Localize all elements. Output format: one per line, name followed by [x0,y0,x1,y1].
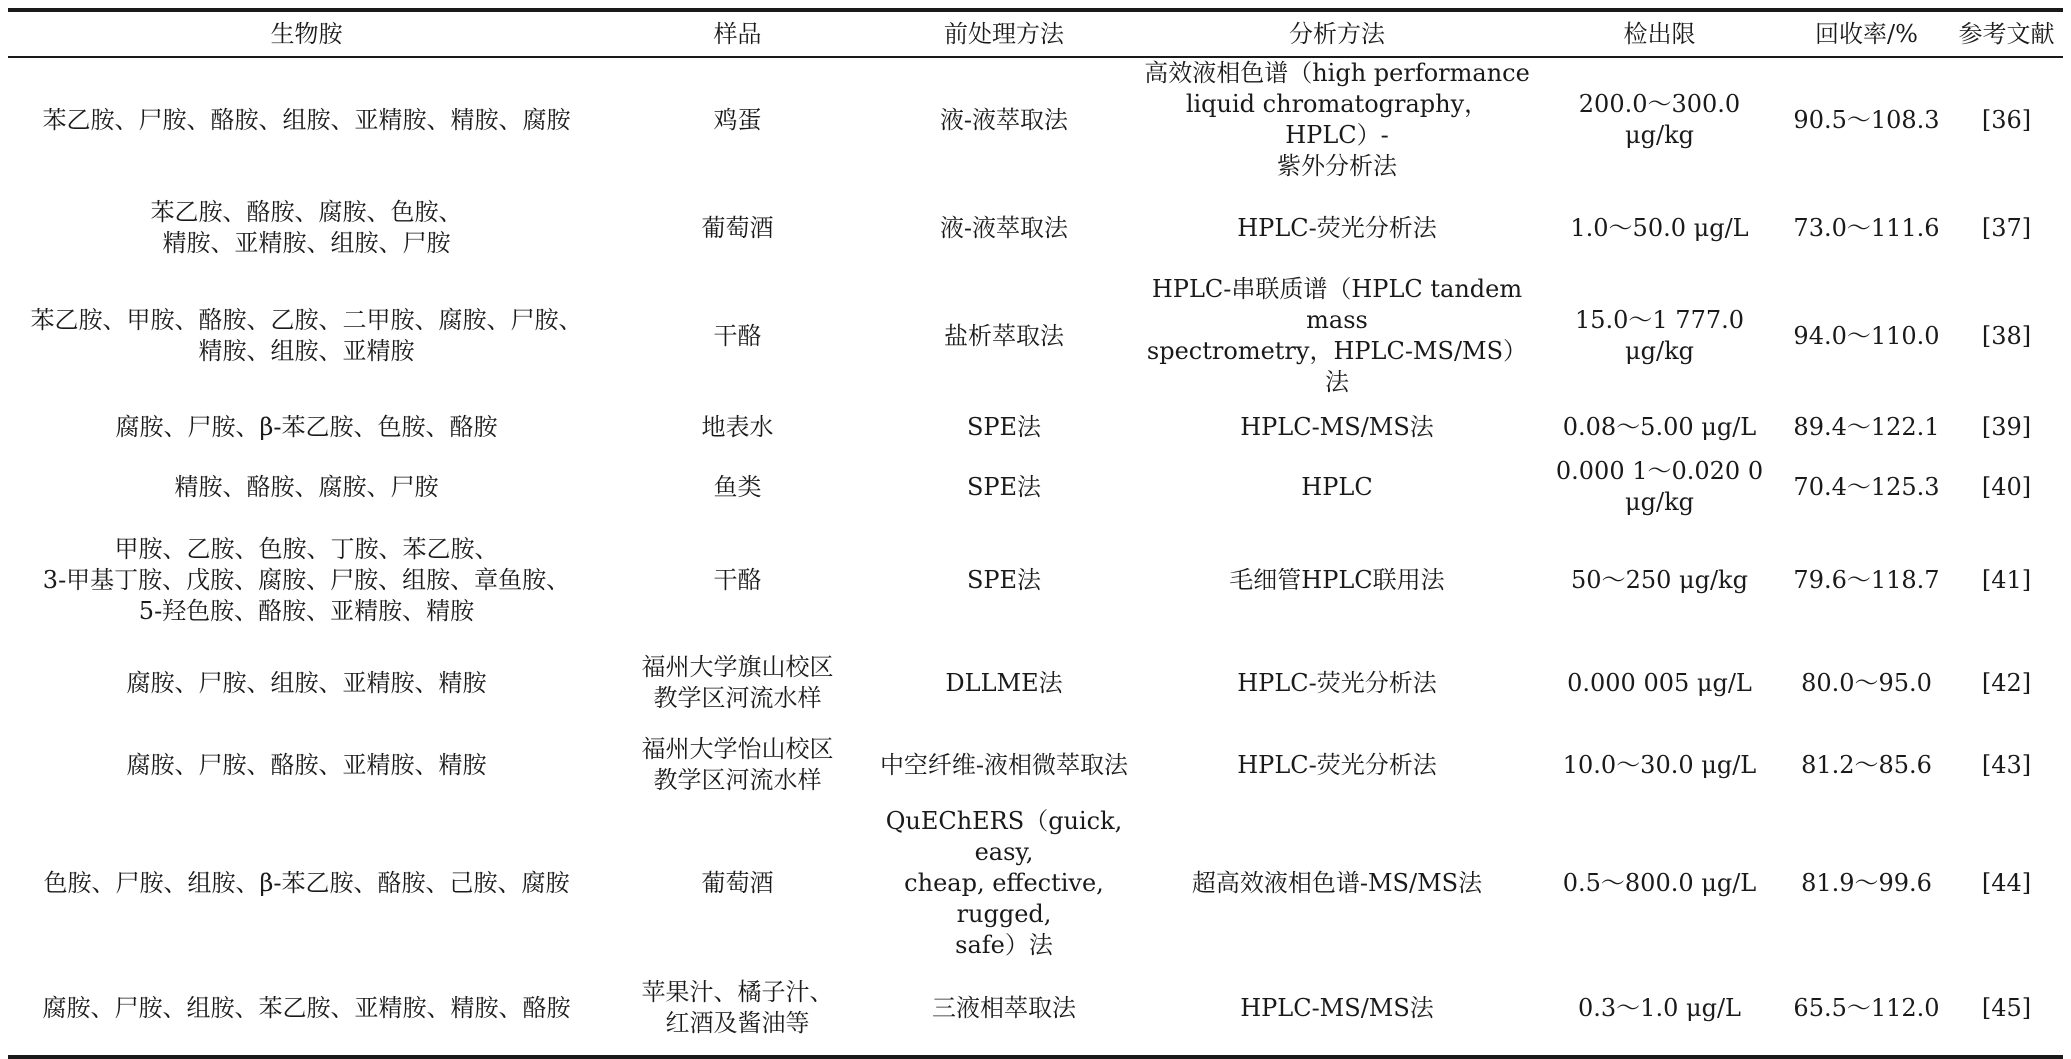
cell-pretreatment: 液-液萃取法 [939,213,1069,242]
cell-reference: [40] [1981,472,2032,501]
cell-analysis: HPLC-荧光分析法 [1237,213,1437,242]
cell-analysis: HPLC-MS/MS法 [1240,993,1434,1022]
table-row [8,57,2063,182]
cell-pretreatment: QuEChERS（guick, easy, cheap, effective, rugged, safe）法 [885,807,1123,959]
cell-pretreatment: SPE法 [966,412,1042,441]
cell-amines: 腐胺、尸胺、β-苯乙胺、色胺、酪胺 [115,412,498,441]
cell-amines: 腐胺、尸胺、组胺、苯乙胺、亚精胺、精胺、酪胺 [42,993,571,1022]
cell-reference: [39] [1981,412,2032,441]
cell-recovery: 81.9～99.6 [1801,869,1932,897]
cell-pretreatment: 盐析萃取法 [944,321,1064,350]
header-amines: 生物胺 [270,19,343,48]
cell-detection-limit: 1.0～50.0 μg/L [1570,213,1749,242]
cell-sample: 干酪 [713,321,762,350]
cell-analysis: 高效液相色谱（high performance liquid chromatography，HPLC）- 紫外分析法 [1144,59,1530,180]
cell-sample: 葡萄酒 [701,213,774,242]
header-pretreatment: 前处理方法 [944,19,1064,48]
cell-amines: 苯乙胺、甲胺、酪胺、乙胺、二甲胺、腐胺、尸胺、 精胺、组胺、亚精胺 [30,306,583,365]
cell-amines: 苯乙胺、尸胺、酪胺、组胺、亚精胺、精胺、腐胺 [42,105,571,134]
cell-detection-limit: 0.000 1～0.020 0 μg/kg [1555,457,1764,516]
cell-reference: [43] [1981,750,2032,779]
cell-detection-limit: 0.3～1.0 μg/L [1578,993,1741,1022]
table-row [8,456,2063,518]
cell-pretreatment: 三液相萃取法 [932,993,1076,1022]
cell-reference: [41] [1981,565,2032,594]
cell-reference: [42] [1981,668,2032,697]
header-reference: 参考文献 [1958,19,2055,48]
cell-pretreatment: 中空纤维-液相微萃取法 [879,750,1129,779]
table-row [8,806,2063,961]
cell-recovery: 94.0～110.0 [1793,321,1940,350]
cell-sample: 葡萄酒 [701,869,774,897]
cell-amines: 色胺、尸胺、组胺、β-苯乙胺、酪胺、己胺、腐胺 [43,869,570,897]
cell-amines: 腐胺、尸胺、酪胺、亚精胺、精胺 [126,750,487,779]
cell-analysis: HPLC-MS/MS法 [1240,412,1434,441]
cell-recovery: 70.4～125.3 [1793,472,1940,501]
table-row [8,398,2063,456]
cell-detection-limit: 200.0～300.0 μg/kg [1578,90,1741,149]
cell-sample: 地表水 [701,412,774,441]
header-analysis: 分析方法 [1289,19,1385,48]
header-recovery: 回收率/% [1815,19,1918,48]
cell-recovery: 90.5～108.3 [1793,105,1940,134]
cell-reference: [37] [1981,213,2032,242]
header-detection-limit: 检出限 [1623,19,1696,48]
table-row [8,274,2063,398]
cell-sample: 干酪 [713,565,762,594]
cell-analysis: 超高效液相色谱-MS/MS法 [1191,869,1483,897]
cell-amines: 苯乙胺、酪胺、腐胺、色胺、 精胺、亚精胺、组胺、尸胺 [150,198,463,257]
cell-detection-limit: 0.5～800.0 μg/L [1562,869,1757,897]
cell-detection-limit: 0.08～5.00 μg/L [1562,412,1757,441]
cell-reference: [38] [1981,321,2032,350]
cell-analysis: HPLC-荧光分析法 [1237,750,1437,779]
cell-detection-limit: 15.0～1 777.0 μg/kg [1574,306,1745,365]
cell-analysis: HPLC-串联质谱（HPLC tandem mass spectrometry，HPLC-MS/MS）法 [1146,275,1528,396]
cell-sample: 鸡蛋 [713,105,762,134]
cell-recovery: 79.6～118.7 [1793,565,1940,594]
cell-pretreatment: 液-液萃取法 [939,105,1069,134]
cell-recovery: 65.5～112.0 [1793,993,1940,1022]
table-row [8,642,2063,724]
cell-detection-limit: 50～250 μg/kg [1571,565,1748,594]
table-header [8,10,2063,57]
header-sample: 样品 [713,19,762,48]
table-row [8,518,2063,642]
cell-sample: 福州大学旗山校区 教学区河流水样 [641,653,834,712]
biogenic-amine-methods-table [8,8,2063,1059]
table-row [8,182,2063,274]
cell-sample: 福州大学怡山校区 教学区河流水样 [641,735,834,794]
cell-amines: 腐胺、尸胺、组胺、亚精胺、精胺 [126,668,487,697]
cell-sample: 苹果汁、橘子汁、 红酒及酱油等 [641,978,834,1037]
cell-reference: [36] [1981,105,2032,134]
table-body [8,57,2063,1057]
cell-detection-limit: 10.0～30.0 μg/L [1562,750,1757,779]
cell-analysis: 毛细管HPLC联用法 [1229,565,1445,594]
header-row [8,10,2063,57]
table-row [8,961,2063,1057]
cell-reference: [44] [1981,869,2032,897]
cell-pretreatment: DLLME法 [945,668,1063,697]
cell-amines: 精胺、酪胺、腐胺、尸胺 [174,472,439,501]
cell-pretreatment: SPE法 [966,472,1042,501]
cell-reference: [45] [1981,993,2032,1022]
cell-recovery: 81.2～85.6 [1801,750,1932,779]
cell-recovery: 89.4～122.1 [1793,412,1940,441]
cell-amines: 甲胺、乙胺、色胺、丁胺、苯乙胺、 3-甲基丁胺、戊胺、腐胺、尸胺、组胺、章鱼胺、 5-羟色胺、酪胺、亚精胺、精胺 [42,534,571,625]
cell-detection-limit: 0.000 005 μg/L [1567,668,1752,697]
cell-recovery: 73.0～111.6 [1793,213,1940,242]
cell-analysis: HPLC [1301,472,1373,501]
table-row [8,724,2063,806]
biogenic-amine-table-container [8,8,2063,1059]
cell-pretreatment: SPE法 [966,565,1042,594]
cell-analysis: HPLC-荧光分析法 [1237,668,1437,697]
cell-recovery: 80.0～95.0 [1801,668,1932,697]
cell-sample: 鱼类 [713,472,762,501]
